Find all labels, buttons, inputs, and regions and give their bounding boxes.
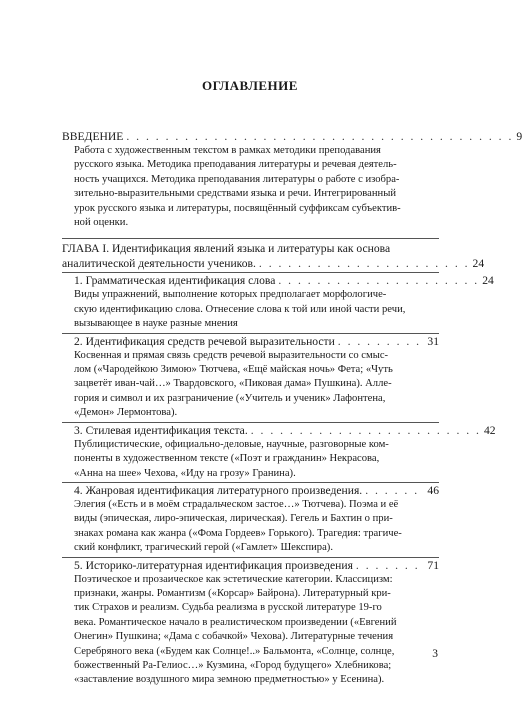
description-line: Косвенная и прямая связь средств речевой выразительности со смыс-	[74, 349, 389, 361]
description-line: века. Романтическое начало в реалистическом произведении («Евгений	[74, 616, 397, 628]
description-line: «Анна на шее» Чехова, «Иду на грозу» Гранина).	[74, 467, 296, 479]
chapter-title-line[interactable]: ГЛАВА I. Идентификация явлений языка и литературы как основа	[62, 242, 391, 256]
toc-entry-page: 31	[427, 334, 439, 348]
toc-entry-description	[62, 349, 439, 421]
description-line: ский конфликт, трагический герой («Гамлет» Шекспира).	[74, 542, 333, 554]
dot-leader: . . . . . . . . . . . . . . . . . . . . . . . .	[250, 423, 481, 437]
toc-entry-title: 4. Жанровая идентификация литературного произведения.	[74, 483, 363, 497]
toc-entry-description	[62, 288, 439, 331]
toc-entry-heading[interactable]	[62, 273, 494, 288]
dot-leader: . . . . . . . . . . . . . . . . . . . . . . . . . . . . . . . . . . . . . . . .	[126, 130, 514, 143]
toc-entry-description	[62, 573, 439, 688]
toc-subsection-3	[62, 422, 496, 481]
description-line: Публицистические, официально-деловые, научные, разговорные ком-	[74, 438, 389, 450]
description-line: божественный Ра-Гелиос…» Кузмина, «Город будущего» Хлебникова;	[74, 659, 392, 671]
toc-entry-page: 24	[472, 257, 485, 271]
description-line: Серебряного века («Будем как Солнце!..» Бальмонта, «Солнце, солнце,	[74, 645, 395, 657]
toc-entry-title: 5. Историко-литературная идентификация произведения	[74, 558, 353, 572]
toc-entry-title: 1. Грамматическая идентификация слова	[74, 274, 276, 288]
toc-entry-page: 71	[427, 558, 439, 572]
description-line: поненты в художественном тексте («Поэт и гражданин» Некрасова,	[74, 453, 380, 465]
description-line: знаках романа как жанра («Фома Гордеев» Горького). Трагедия: трагиче-	[74, 527, 402, 539]
dot-leader: . . . . . . .	[355, 558, 420, 572]
chapter-title-line: аналитической деятельности учеников.	[62, 257, 256, 271]
description-line: зацветёт иван-чай…» Твардовского, «Пиковая дама» Пушкина). Алле-	[74, 378, 392, 390]
description-line: лом («Чародейкою Зимою» Тютчева, «Ещё майская ночь» Фета; «Чуть	[74, 364, 393, 376]
description-line: признаки, жанры. Романтизм («Корсар» Байрона). Литературный кри-	[74, 587, 391, 599]
description-line: зительно-выразительными средствами языка и речи. Интегрированный	[74, 188, 397, 200]
toc-entry-heading[interactable]	[62, 256, 485, 271]
description-line: виды (эпическая, лиро-эпическая, лирическая). Гегель и Бахтин о при-	[74, 513, 393, 525]
toc-entry-page: 9	[516, 130, 522, 143]
toc-entry-page: 24	[482, 274, 494, 288]
description-line: ность учащихся. Методика преподавания литературы о работе с изобра-	[74, 173, 400, 185]
dot-leader: . . . . . . . . .	[337, 334, 422, 348]
toc-entry-heading[interactable]	[62, 129, 522, 144]
toc-entry-page: 42	[483, 423, 496, 437]
description-line: Работа с художественным текстом в рамках методики преподавания	[74, 145, 381, 156]
toc-entry-page: 46	[427, 483, 439, 497]
description-line: Поэтическое и прозаическое как эстетические категории. Классицизм:	[74, 573, 393, 585]
toc-entry-description	[62, 438, 439, 481]
description-line: ной оценки.	[74, 217, 129, 229]
toc-entry-heading[interactable]	[62, 334, 439, 349]
toc-entry-heading[interactable]	[62, 558, 439, 573]
toc-entry-title: 3. Стилевая идентификация текста.	[74, 423, 248, 437]
description-line: тик Страхов и реализм. Судьба реализма в русской литературе 19-го	[74, 602, 382, 614]
table-of-contents	[62, 129, 522, 688]
toc-entry-title: ВВЕДЕНИЕ	[62, 130, 124, 143]
toc-entry-chapter-1	[62, 238, 485, 271]
toc-entry-description	[62, 144, 439, 230]
toc-entry-title: 2. Идентификация средств речевой выразительности	[74, 334, 335, 348]
toc-entry-introduction	[62, 129, 522, 230]
description-line: урок русского языка и литературы, посвящённый суффиксам субъектив-	[74, 202, 401, 214]
toc-entry-description	[62, 498, 439, 556]
toc-subsection-4	[62, 482, 439, 556]
toc-entry-heading[interactable]	[62, 423, 496, 438]
toc-subsection-5	[62, 557, 439, 688]
description-line: гория и символ и их разграничение («Учитель и ученик» Лафонтена,	[74, 392, 386, 404]
description-line: скую идентификацию слова. Отнесение слова к той или иной части речи,	[74, 303, 406, 315]
toc-entry-heading[interactable]	[62, 483, 439, 498]
description-line: «заставление воздушного мира земною предметностью» у Есенина).	[74, 674, 385, 686]
dot-leader: . . . . . . . . . . . . . . . . . . . . .	[278, 274, 480, 288]
toc-subsection-2	[62, 333, 439, 421]
description-line: Онегин» Пушкина; «Дама с собачкой» Чехова). Литературные течения	[74, 631, 394, 643]
description-line: Элегия («Есть и в моём страдальческом застое…» Тютчева). Поэма и её	[74, 498, 399, 510]
toc-subsection-1	[62, 272, 494, 331]
description-line: Виды упражнений, выполнение которых предполагает морфологиче-	[74, 289, 387, 301]
description-line: вызывающее в науке разные мнения	[74, 318, 238, 330]
description-line: «Демон» Лермонтова).	[74, 407, 178, 419]
page-number: 3	[432, 648, 438, 660]
dot-leader: . . . . . .	[365, 483, 420, 497]
page-title: ОГЛАВЛЕНИЕ	[202, 78, 298, 93]
description-line: русского языка. Методика преподавания литературы и речевая деятель-	[74, 159, 397, 171]
dot-leader: . . . . . . . . . . . . . . . . . . . . . .	[258, 257, 470, 271]
